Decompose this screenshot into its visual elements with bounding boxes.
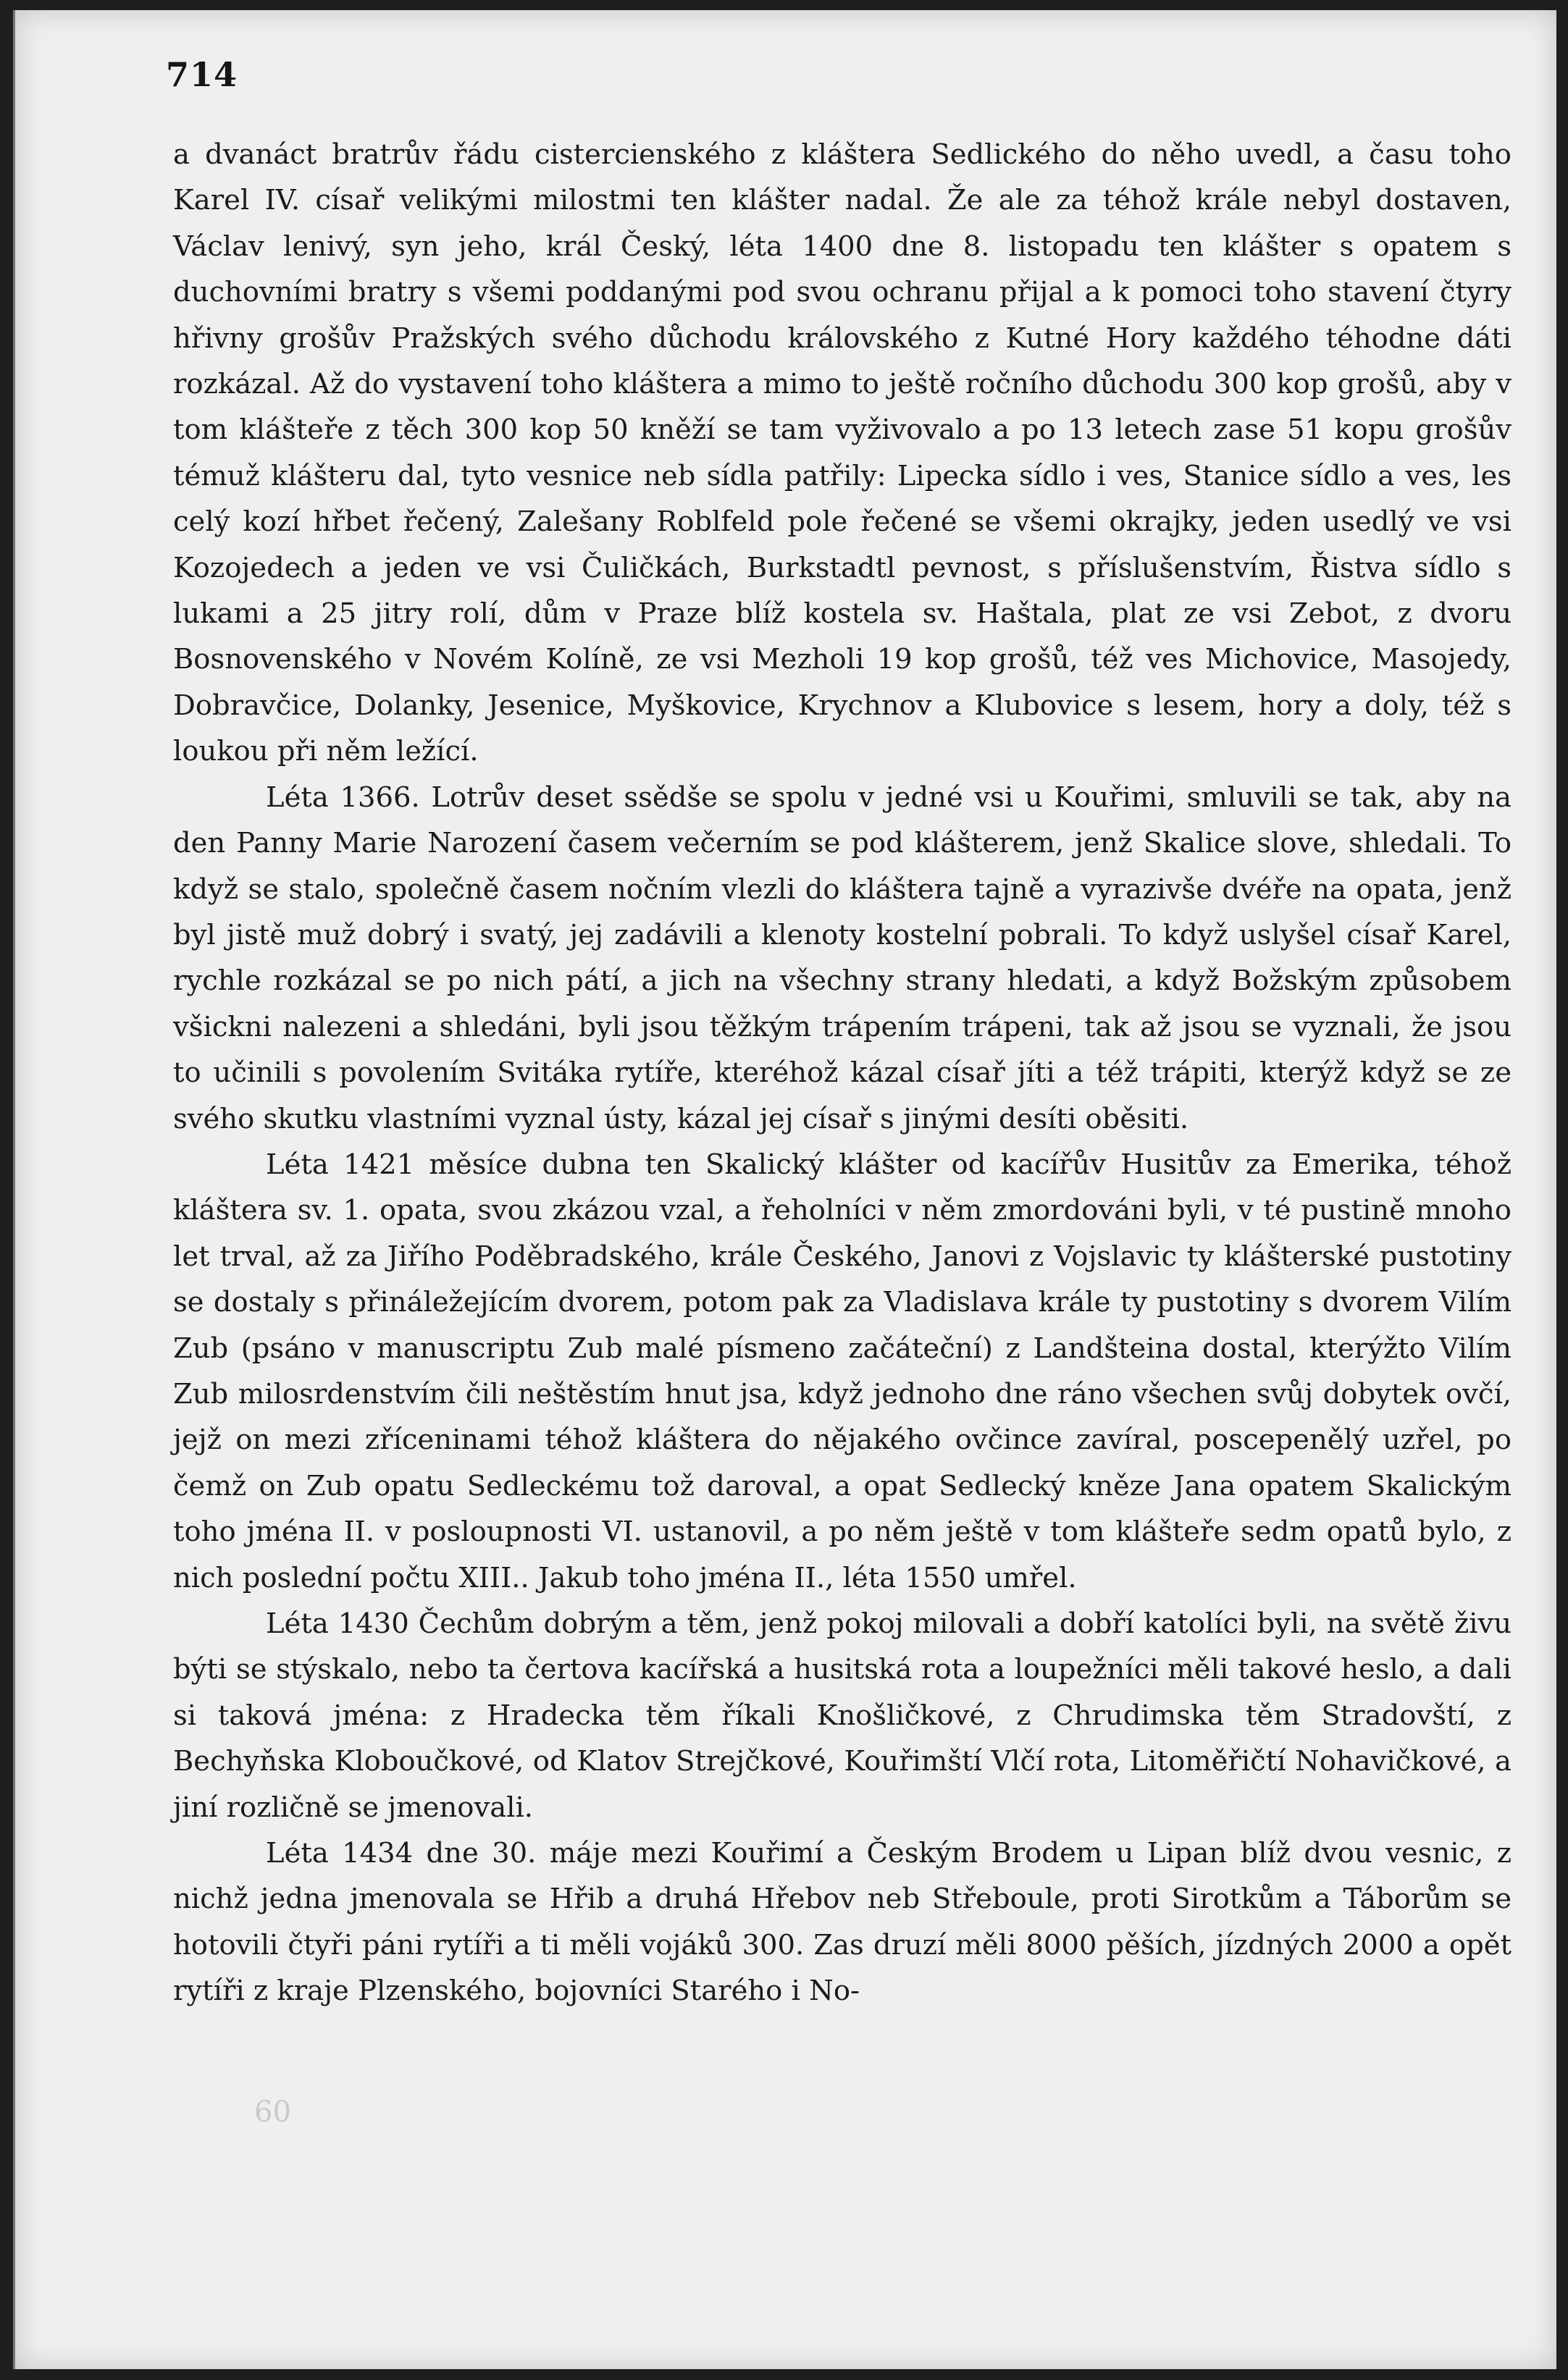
paragraph-1: a dvanáct bratrův řádu cistercienského z kláštera Sedlického do něho uvedl, a času toho Karel IV. císař velikými milostmi ten klášter nadal. Že ale za téhož krále nebyl dostaven, Václav lenivý, syn jeho, král Český, léta 1400 dne 8. listopadu ten klášter s opatem s duchovními bratry s všemi poddanými pod svou ochranu přijal a k pomoci toho stavení čtyry hřivny grošův Pražských svého důchodu královského z Kutné Hory každého téhodne dáti rozkázal. Až do vystavení toho kláštera a mimo to ještě ročního důchodu 300 kop grošů, aby v tom klášteře z těch 300 kop 50 kněží se tam vyživovalo a po 13 letech zase 51 kopu grošův témuž klášteru dal, tyto vesnice neb sídla patřily: Lipecka sídlo i ves, Stanice sídlo a ves, les celý kozí hřbet řečený, Zalešany Roblfeld pole řečené se všemi okrajky, jeden usedlý ve vsi Kozojedech a jeden ve vsi Čuličkách, Burkstadtl pevnost, s příslušenstvím, Řistva sídlo s lukami a 25 jitry rolí, dům v Praze blíž kostela sv. Haštala, plat ze vsi Zebot, z dvoru Bosnovenského v Novém Kolíně, ze vsi Mezholi 19 kop grošů, též ves Michovice, Masojedy, Dobravčice, Dolanky, Jesenice, Myškovice, Krychnov a Klubovice s lesem, hory a doly, též s loukou při něm ležící. <box>173 138 1512 768</box>
body-text <box>173 132 1512 2014</box>
faint-footer-mark: 60 <box>254 2095 291 2129</box>
page-number: 714 <box>166 55 238 94</box>
paragraph-5: Léta 1434 dne 30. máje mezi Kouřimí a Českým Brodem u Lipan blíž dvou vesnic, z nichž jedna jmenovala se Hřib a druhá Hřebov neb Střeboule, proti Sirotkům a Táborům se hotovili čtyři páni rytíři a ti měli vojáků 300. Zas druzí měli 8000 pěších, jízdných 2000 a opět rytíři z kraje Plzenského, bojovníci Starého i No- <box>173 1837 1512 2008</box>
paragraph-4: Léta 1430 Čechům dobrým a těm, jenž pokoj milovali a dobří katolíci byli, na světě živu býti se stýskalo, nebo ta čertova kacířská a husitská rota a loupežníci měli takové heslo, a dali si taková jména: z Hradecka těm říkali Knošličkové, z Chrudimska těm Stradovští, z Bechyňska Kloboučkové, od Klatov Strejčkové, Kouřimští Vlčí rota, Litoměřičtí Nohavičkové, a jiní rozličně se jmenovali. <box>173 1607 1512 1824</box>
book-page <box>13 10 1556 2369</box>
paragraph-3: Léta 1421 měsíce dubna ten Skalický klášter od kacířův Husitův za Emerika, téhož kláštera sv. 1. opata, svou zkázou vzal, a řeholníci v něm zmordováni byli, v té pustině mnoho let trval, až za Jiřího Poděbradského, krále Českého, Janovi z Vojslavic ty klášterské pustotiny se dostaly s přináležejícím dvorem, potom pak za Vladislava krále ty pustotiny s dvorem Vilím Zub (psáno v manuscriptu Zub malé písmeno začáteční) z Landšteina dostal, kterýžto Vilím Zub milosrdenstvím čili neštěstím hnut jsa, když jednoho dne ráno všechen svůj dobytek ovčí, jejž on mezi zříceninami téhož kláštera do nějakého ovčince zavíral, poscepenělý uzřel, po čemž on Zub opatu Sedleckému tož daroval, a opat Sedlecký kněze Jana opatem Skalickým toho jména II. v posloupnosti VI. ustanovil, a po něm ještě v tom klášteře sedm opatů bylo, z nich poslední počtu XIII.. Jakub toho jména II., léta 1550 umřel. <box>173 1148 1512 1594</box>
paragraph-2: Léta 1366. Lotrův deset ssědše se spolu v jedné vsi u Kouřimi, smluvili se tak, aby na den Panny Marie Narození časem večerním se pod klášterem, jenž Skalice slove, shledali. To když se stalo, společně časem nočním vlezli do kláštera tajně a vyrazivše dvéře na opata, jenž byl jistě muž dobrý i svatý, jej zadávili a klenoty kostelní pobrali. To když uslyšel císař Karel, rychle rozkázal se po nich pátí, a jich na všechny strany hledati, a když Božským způsobem všickni nalezeni a shledáni, byli jsou těžkým trápením trápeni, tak až jsou se vyznali, že jsou to učinili s povolením Svitáka rytíře, kteréhož kázal císař jíti a též trápiti, kterýž když se ze svého skutku vlastními vyznal ústy, kázal jej císař s jinými desíti oběsiti. <box>173 781 1512 1135</box>
